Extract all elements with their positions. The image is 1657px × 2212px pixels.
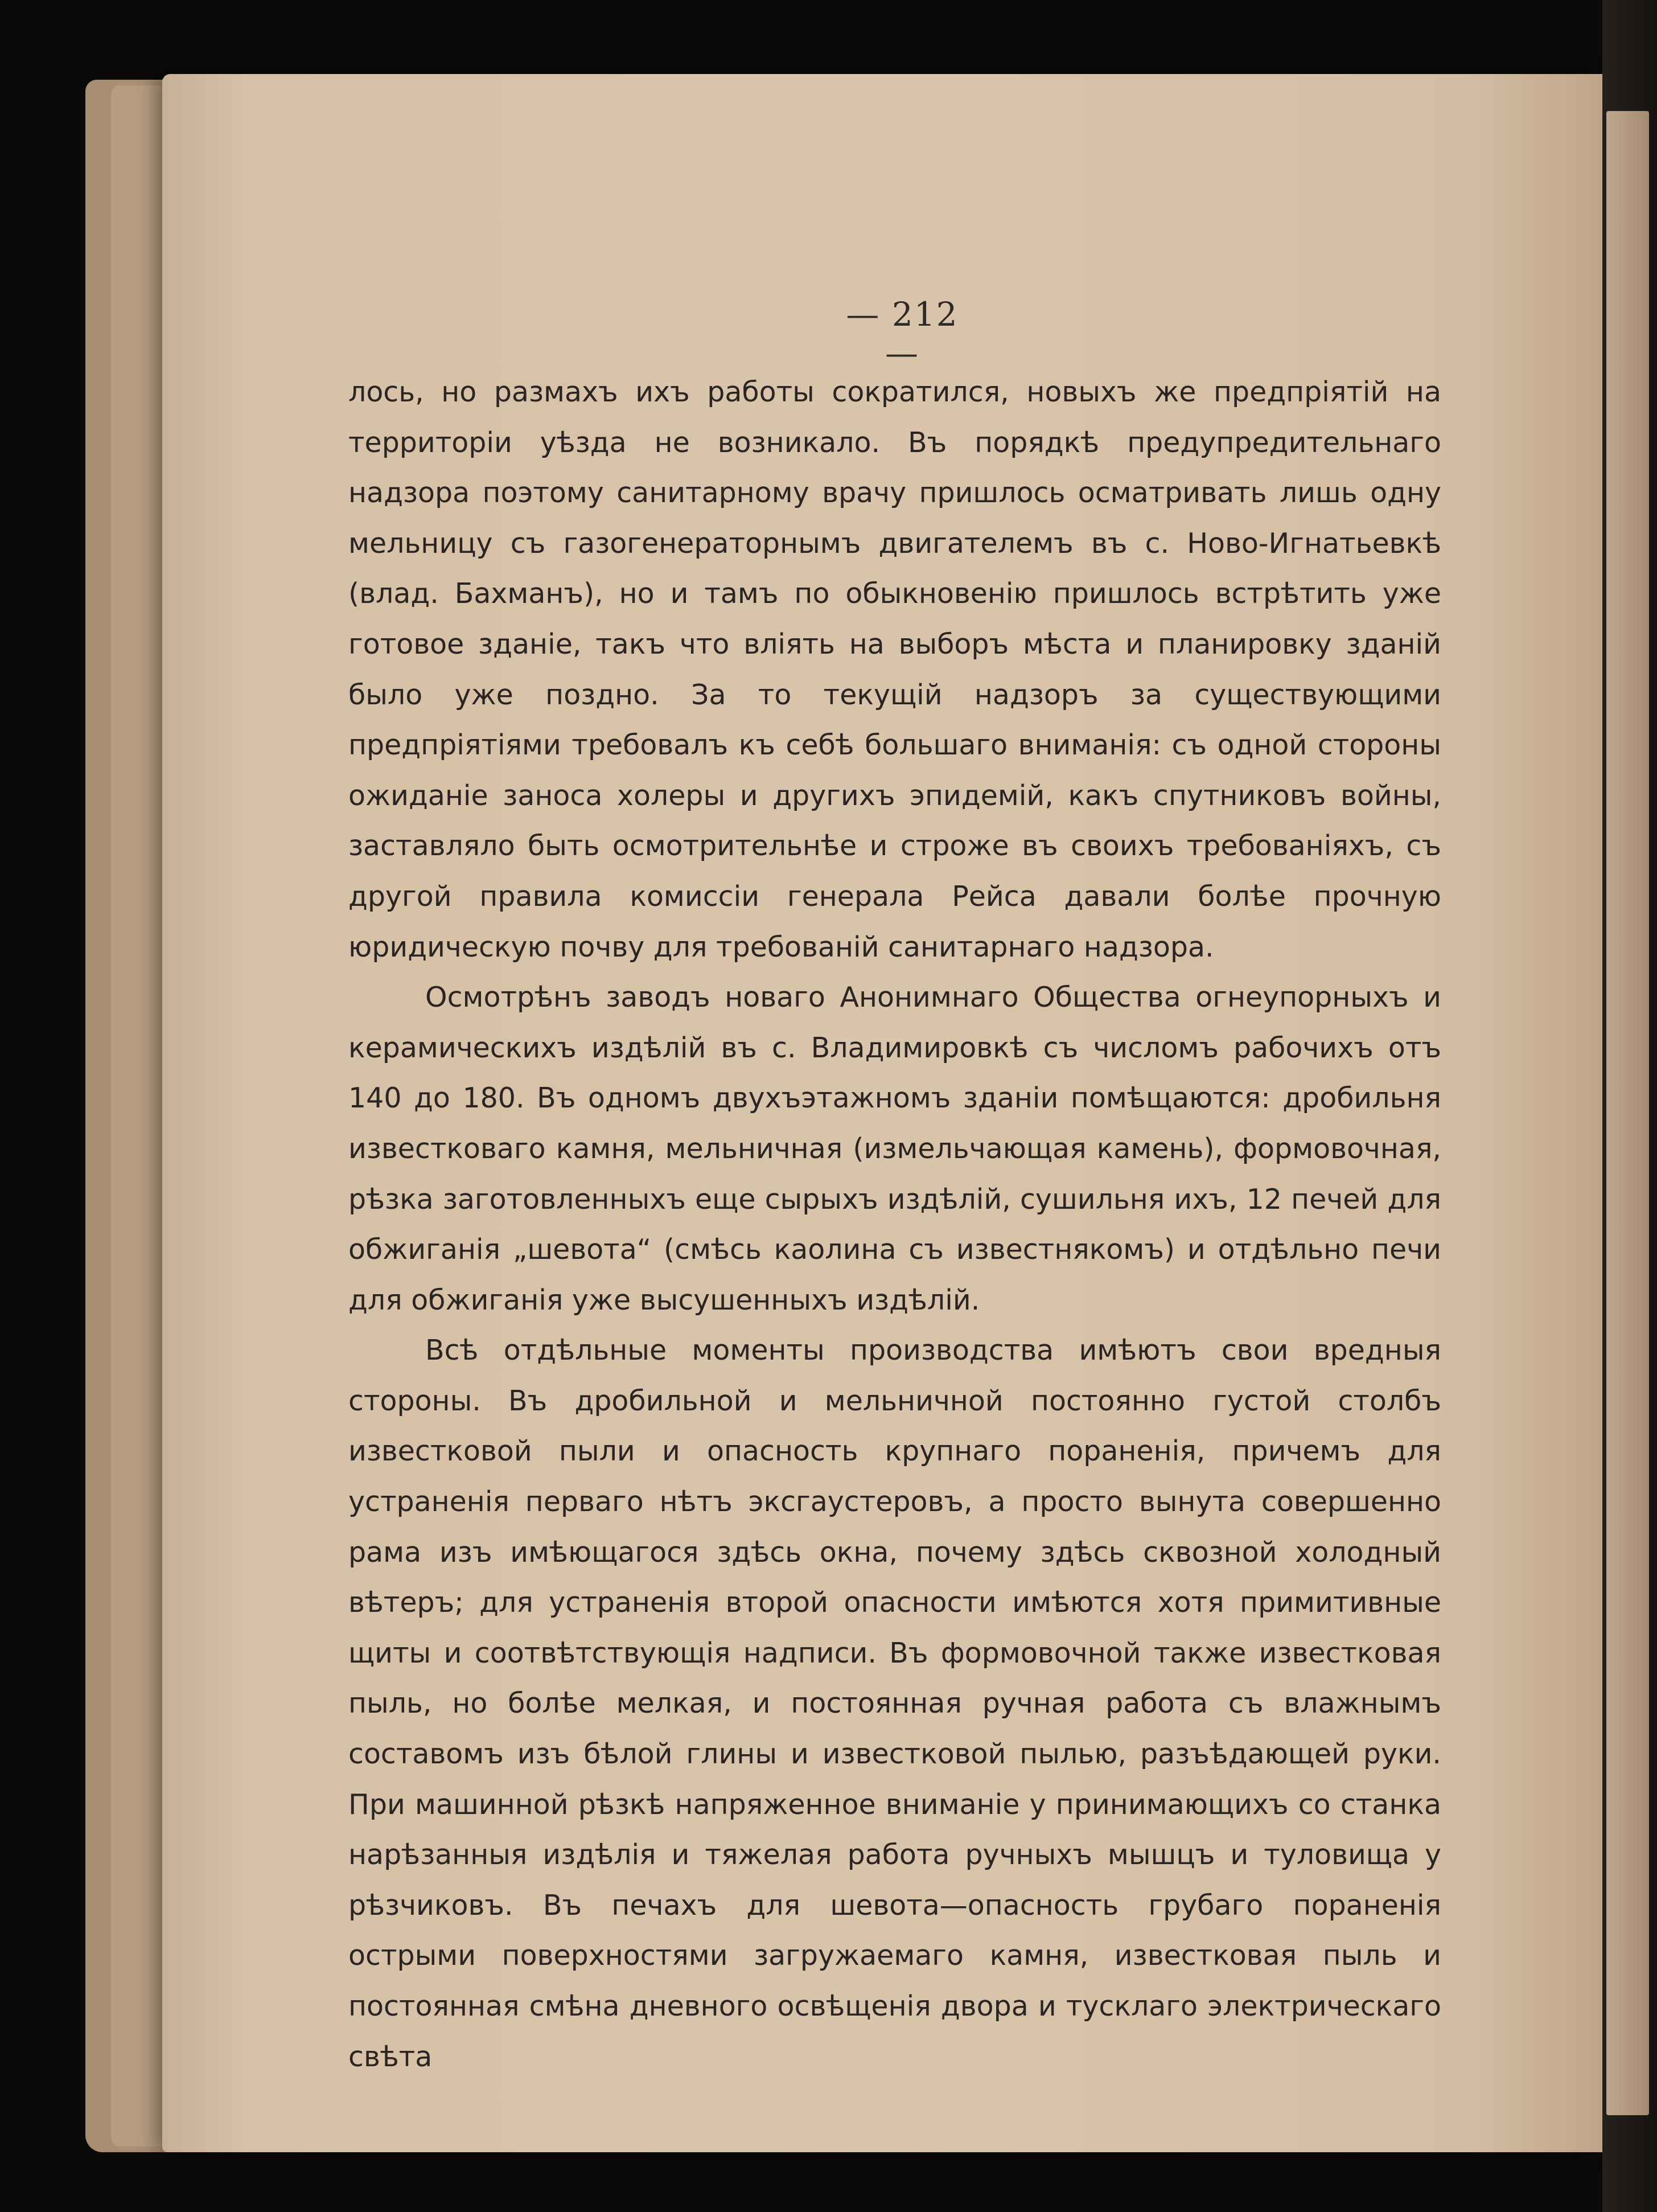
next-page-edge <box>1606 111 1649 2115</box>
paragraph-2: Осмотрѣнъ заводъ новаго Анонимнаго Общества огнеупорныхъ и керамическихъ издѣлій въ с. Владимировкѣ съ числомъ рабочихъ отъ 140 до 180. Въ одномъ двухъэтажномъ зданіи помѣщаются: дробильня известковаго камня, мельничная (измельчающая камень), формовочная, рѣзка заготовленныхъ еще сырыхъ издѣлій, сушильня ихъ, 12 печей для обжиганія „шевота“ (смѣсь каолина съ известнякомъ) и отдѣльно печи для обжиганія уже высушенныхъ издѣлій. <box>348 981 1441 1316</box>
body-text <box>348 367 1441 2082</box>
paragraph-3: Всѣ отдѣльные моменты производства имѣютъ свои вредныя стороны. Въ дробильной и мельничной постоянно густой столбъ известковой пыли и опасность крупнаго пораненія, причемъ для устраненія перваго нѣтъ эксгаустеровъ, а просто вынута совершенно рама изъ имѣющагося здѣсь окна, почему здѣсь сквозной холодный вѣтеръ; для устраненія второй опасности имѣются хотя примитивные щиты и соотвѣтствующія надписи. Въ формовочной также известковая пыль, но болѣе мелкая, и постоянная ручная работа съ влажнымъ составомъ изъ бѣлой глины и известковой пылью, разъѣдающей руки. При машинной рѣзкѣ напряженное вниманіе у принимающихъ со станка нарѣзанныя издѣлія и тяжелая работа ручныхъ мышцъ и туловища у рѣзчиковъ. Въ печахъ для шевота—опасность грубаго пораненія острыми поверхностями загружаемаго камня, известковая пыль и постоянная смѣна дневного освѣщенія двора и тусклаго электрическаго свѣта <box>348 1334 1441 2073</box>
paragraph-1: лось, но размахъ ихъ работы сократился, новыхъ же предпріятій на территоріи уѣзда не возникало. Въ порядкѣ предупредительнаго надзора поэтому санитарному врачу пришлось осматривать лишь одну мельницу съ газогенераторнымъ двигателемъ въ с. Ново-Игнатьевкѣ (влад. Бахманъ), но и тамъ по обыкновенію пришлось встрѣтить уже готовое зданіе, такъ что влiять на выборъ мѣста и планировку зданій было уже поздно. За то текущій надзоръ за существующими предпріятіями требовалъ къ себѣ большаго вниманія: съ одной стороны ожиданіе заноса холеры и другихъ эпидемій, какъ спутниковъ войны, заставляло быть осмотрительнѣе и строже въ своихъ требованіяхъ, съ другой правила комиссіи генерала Рейса давали болѣе прочную юридическую почву для требованій санитарнаго надзора. <box>348 376 1441 963</box>
page-number: — 212 — <box>846 295 959 372</box>
